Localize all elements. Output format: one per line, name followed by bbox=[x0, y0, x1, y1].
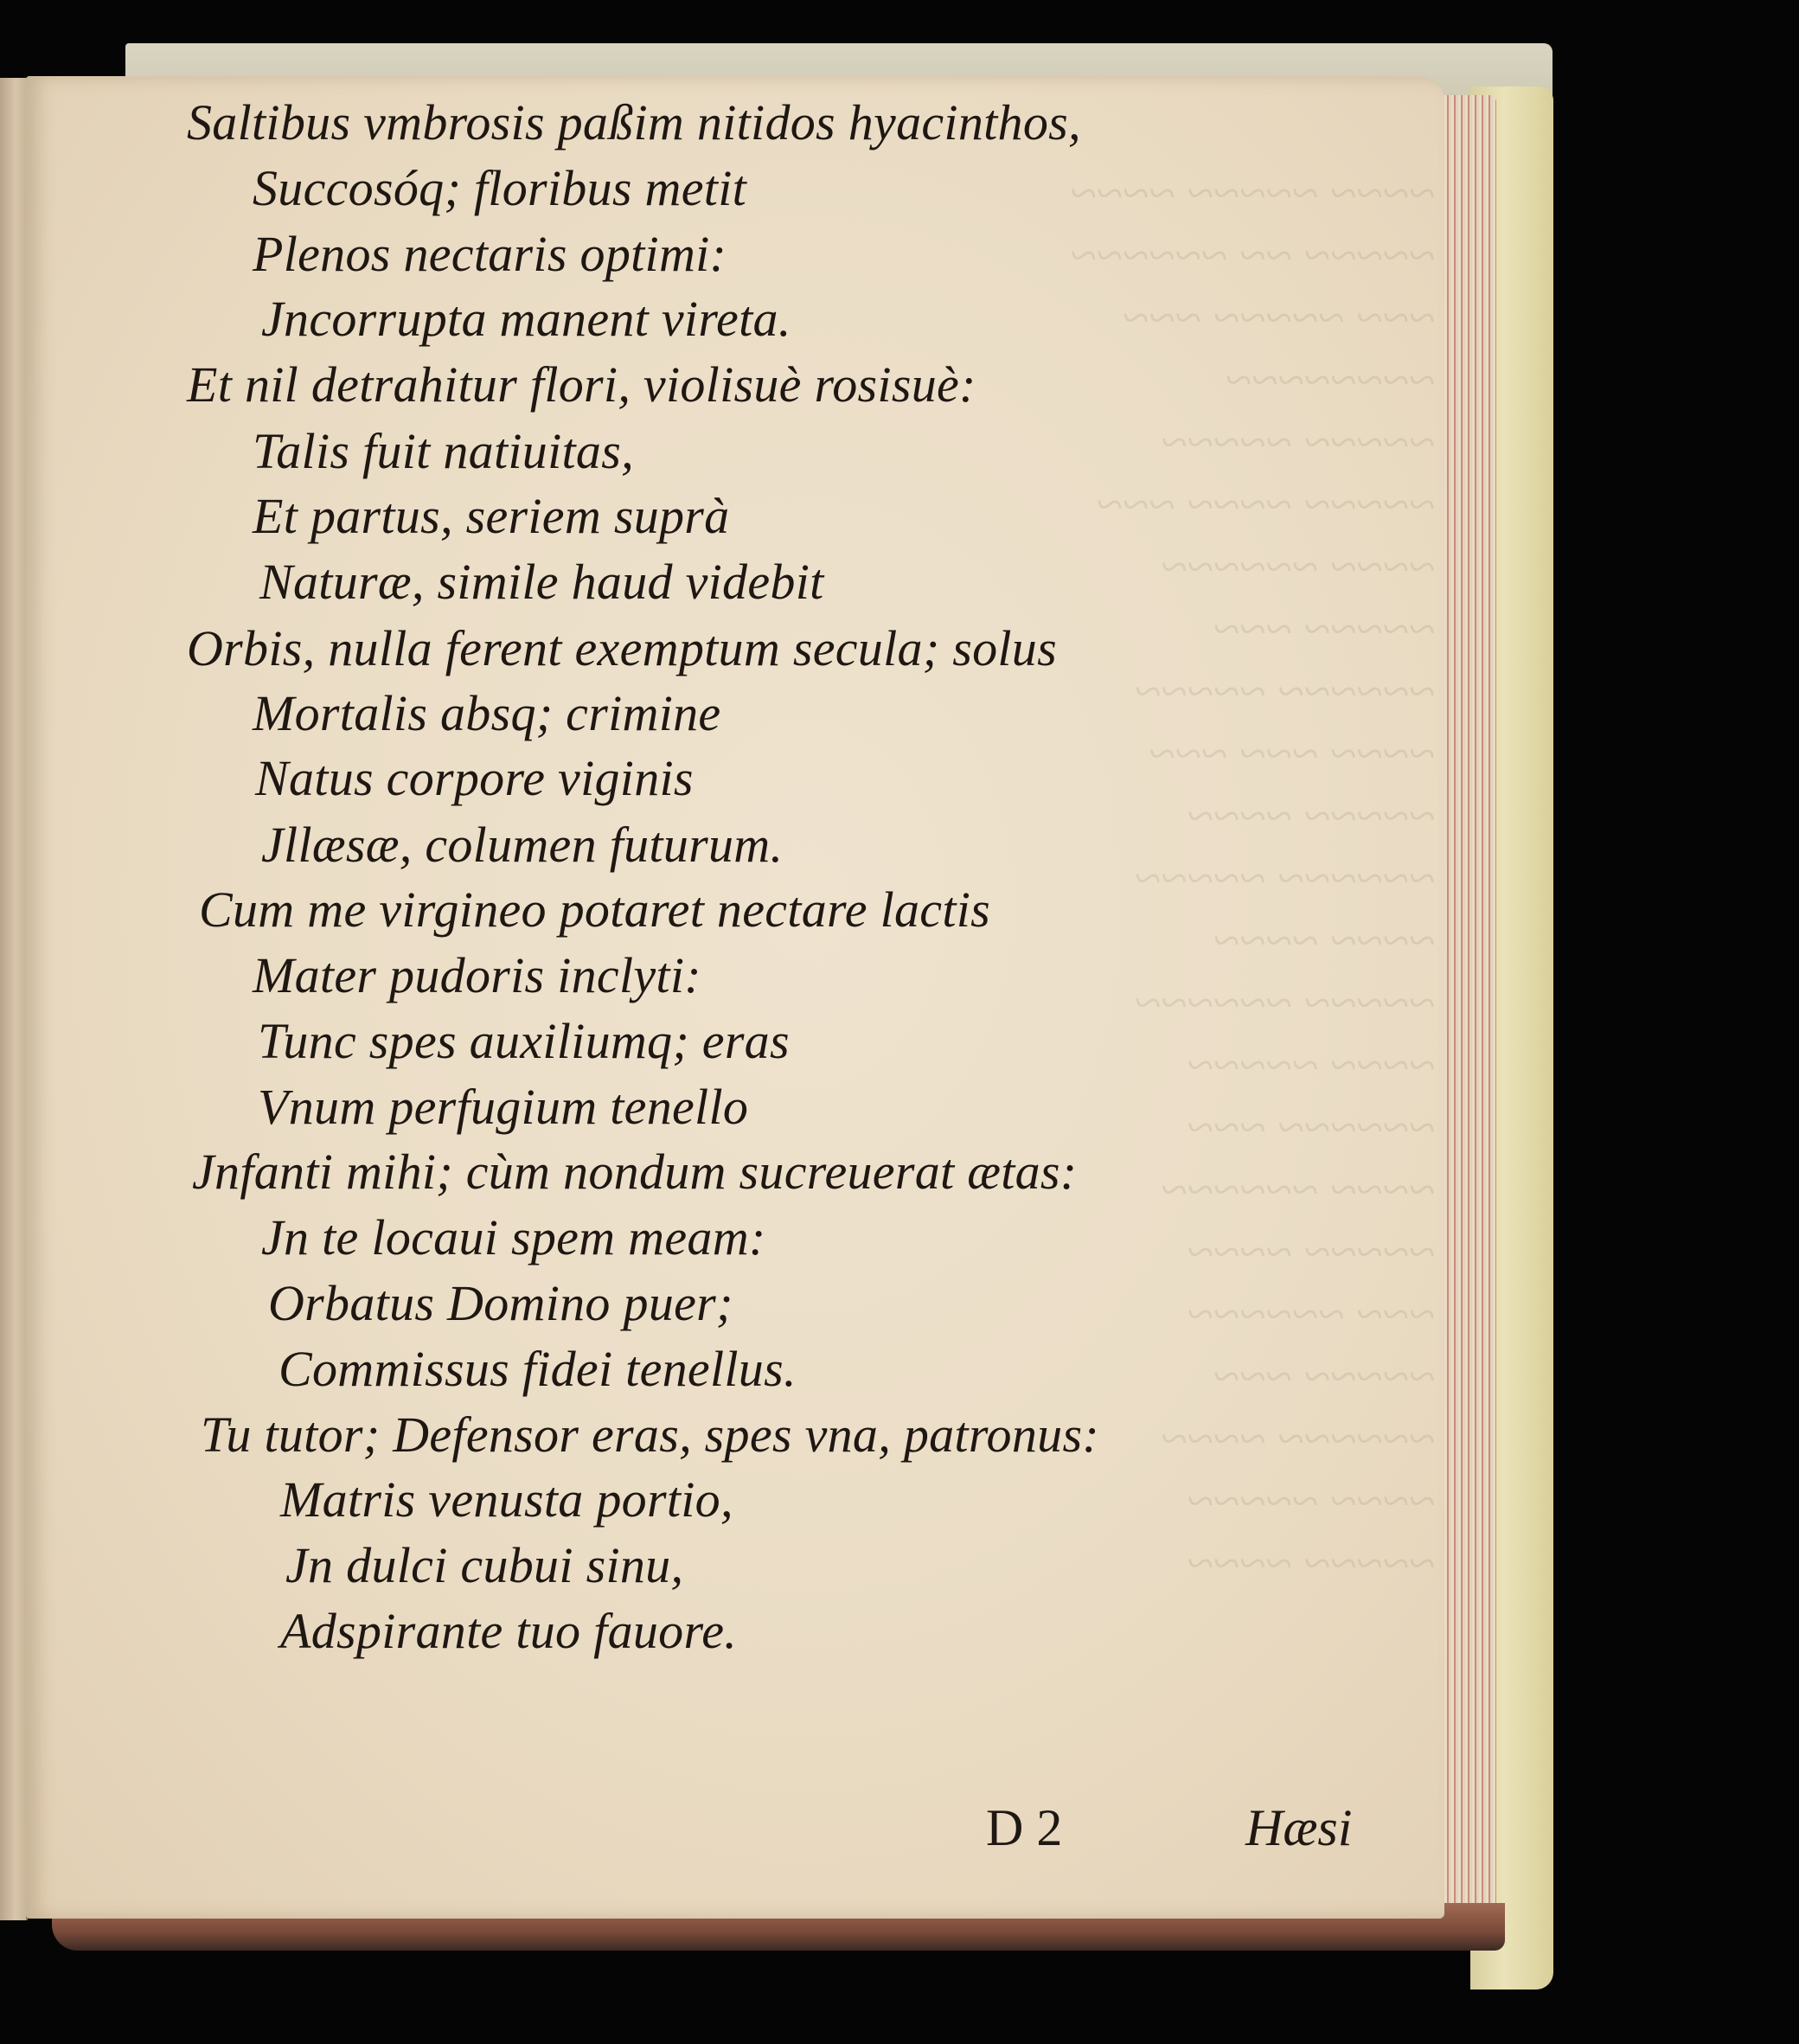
verse-line: Tu tutor; Defensor eras, spes vna, patronus: bbox=[201, 1406, 1099, 1463]
left-page-edge bbox=[0, 78, 28, 1920]
verse-line: Saltibus vmbrosis paßim nitidos hyacinthos, bbox=[187, 94, 1081, 151]
verse-line: Plenos nectaris optimi: bbox=[253, 226, 727, 282]
verse-line: Tunc spes auxiliumq; eras bbox=[258, 1013, 790, 1069]
signature-mark: D 2 bbox=[986, 1799, 1063, 1856]
verse-line: Naturæ, simile haud videbit bbox=[259, 554, 824, 610]
verse-line: Orbatus Domino puer; bbox=[268, 1275, 733, 1331]
verse-line: Et nil detrahitur flori, violisuè rosisuè: bbox=[187, 356, 976, 413]
verse-line: Talis fuit natiuitas, bbox=[253, 423, 634, 479]
verse-line: Orbis, nulla ferent exemptum secula; solus bbox=[187, 620, 1057, 676]
verse-line: Et partus, seriem suprà bbox=[253, 488, 730, 544]
verse-line: Succosóq; floribus metit bbox=[253, 160, 747, 216]
verse-line: Commissus fidei tenellus. bbox=[278, 1341, 797, 1397]
verse-line: Jnfanti mihi; cùm nondum sucreuerat ætas: bbox=[192, 1144, 1078, 1200]
verse-line: Jn te locaui spem meam: bbox=[261, 1209, 766, 1265]
verse-line: Jllæsæ, columen futurum. bbox=[261, 817, 784, 873]
verse-line: Mortalis absq; crimine bbox=[253, 685, 721, 741]
verse-line: Jn dulci cubui sinu, bbox=[285, 1537, 684, 1593]
catchword: Hæsi bbox=[1245, 1799, 1353, 1856]
verse-line: Natus corpore viginis bbox=[255, 750, 694, 806]
verse-line: Cum me virgineo potaret nectare lactis bbox=[199, 881, 991, 938]
verse-line: Adspirante tuo fauore. bbox=[280, 1603, 738, 1659]
verse-line: Jncorrupta manent vireta. bbox=[261, 291, 791, 347]
verse-line: Vnum perfugium tenello bbox=[258, 1079, 749, 1135]
verse-line: Matris venusta portio, bbox=[280, 1471, 733, 1528]
book-page bbox=[26, 76, 1444, 1919]
poem-text bbox=[26, 76, 1444, 1919]
show-through-text: ~~~~ ~~~~~ ~~~~ ~~~~~ ~~ ~~~~~~ ~~~ ~~~~~ ~~~ ~~~~~~~~ ~~~~~ ~~~~~ ~~~~~ ~~~~ ~~~ ~~~~ ~~~~~~ ~~~~~ ~~~ ~~~~~~ ~~~~~ ~~~~ ~~~ ~~~ ~~~~~ ~~~~ ~~~~~~ ~~~~~ ~~~~ ~~~~ ~~~~~ ~~~~~~ ~~~~ ~~~~~ ~~~~~~ ~~~ ~~~~ ~~~~~~ ~~~~~ ~~~~ ~~~ ~~~~~~ ~~~~~ ~~~ ~~~~~~ ~~~~ ~~~~ ~~~~~ ~~~~~ ~~~~ bbox=[1071, 167, 1436, 1591]
verse-line: Mater pudoris inclyti: bbox=[253, 947, 701, 1003]
